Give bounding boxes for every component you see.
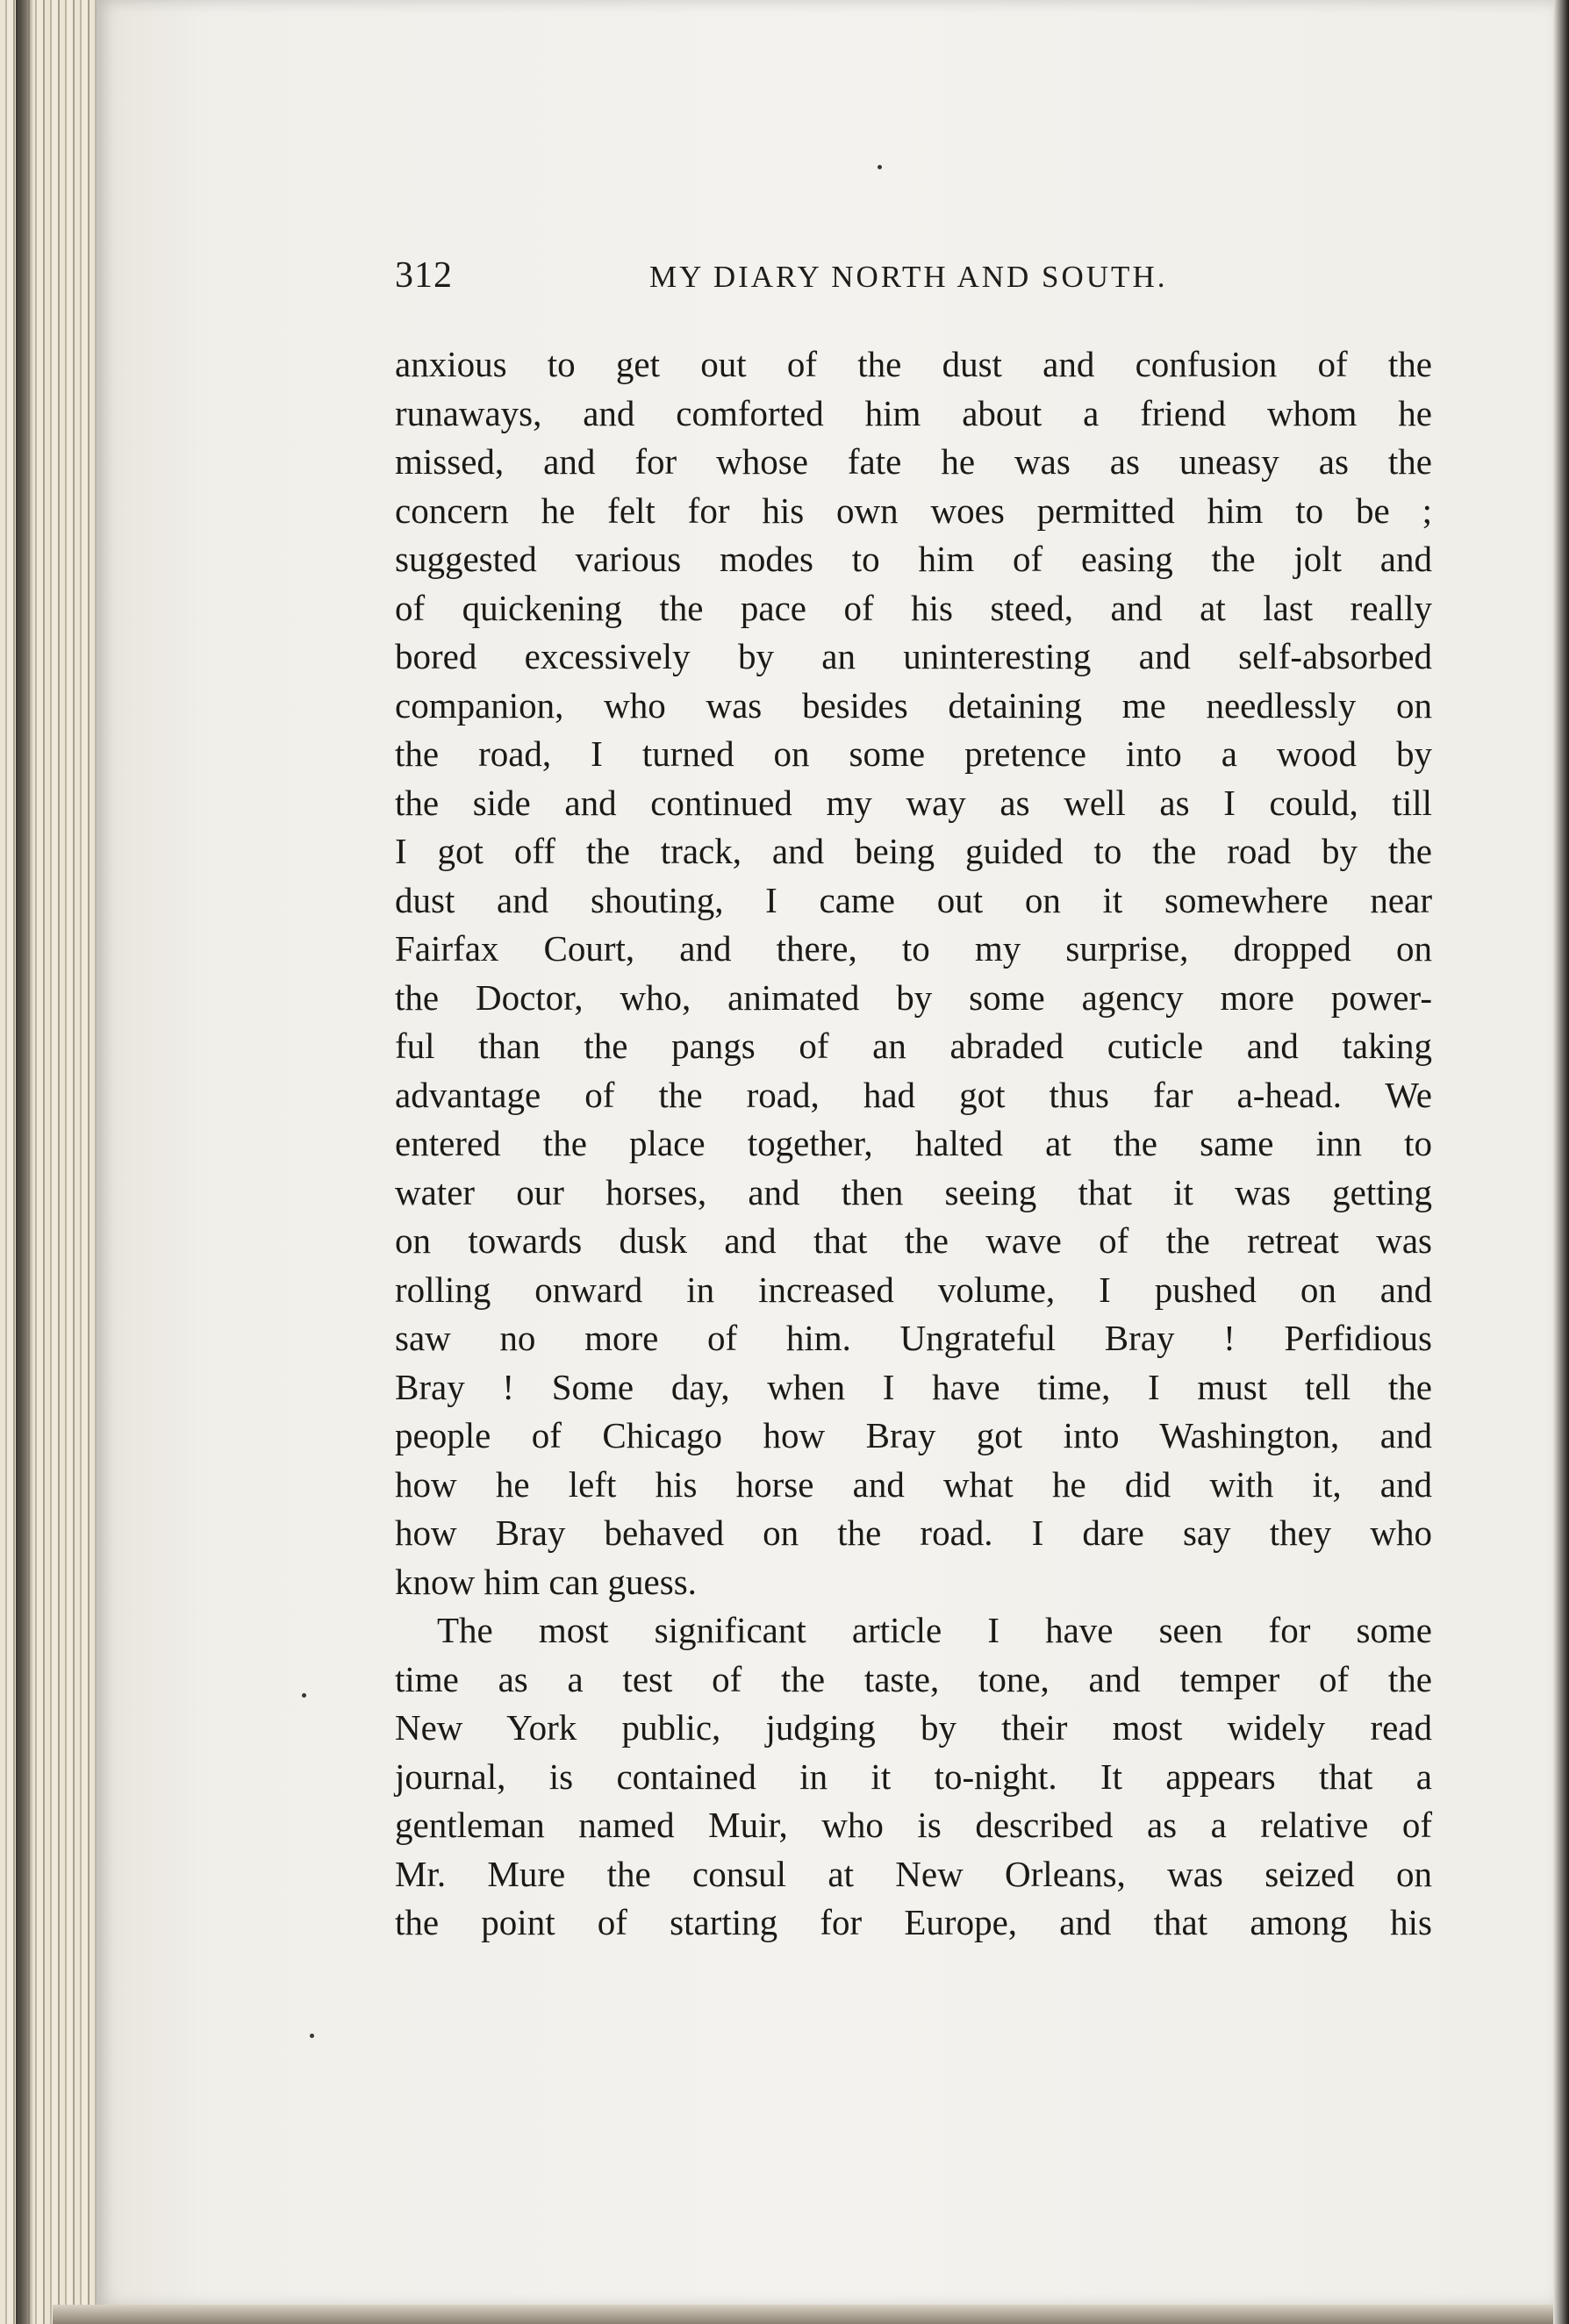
text-line: gentleman named Muir, who is described as a relative of xyxy=(395,1805,1432,1845)
text-line: know him can guess. xyxy=(395,1561,697,1602)
text-line: of quickening the pace of his steed, and at last really xyxy=(395,587,1432,628)
text-line: journal, is contained in it to-night. It appears that a xyxy=(395,1756,1432,1797)
text-line: Bray ! Some day, when I have time, I must tell the xyxy=(395,1366,1432,1407)
text-line: bored excessively by an uninteresting and self-absorbed xyxy=(395,636,1432,676)
speck xyxy=(310,2034,314,2038)
page-right-edge xyxy=(1553,0,1569,2324)
text-line: advantage of the road, had got thus far a-head. We xyxy=(395,1074,1432,1115)
text-line: The most significant article I have seen for some xyxy=(437,1610,1432,1650)
running-head: MY DIARY NORTH AND SOUTH. xyxy=(649,260,1168,294)
text-line: Fairfax Court, and there, to my surprise, dropped on xyxy=(395,928,1432,969)
text-line: saw no more of him. Ungrateful Bray ! Perfidious xyxy=(395,1318,1432,1358)
text-line: the side and continued my way as well as I could, till xyxy=(395,782,1432,823)
text-line: water our horses, and then seeing that it was getting xyxy=(395,1171,1432,1212)
body-text xyxy=(395,340,1432,1948)
text-line: missed, and for whose fate he was as uneasy as the xyxy=(395,441,1432,482)
text-line: anxious to get out of the dust and confusion of the xyxy=(395,344,1432,384)
text-line: I got off the track, and being guided to the road by the xyxy=(395,831,1432,871)
text-line: how Bray behaved on the road. I dare say they who xyxy=(395,1512,1432,1553)
binding-shadow xyxy=(16,0,33,2324)
speck xyxy=(302,1693,306,1698)
text-line: companion, who was besides detaining me needlessly on xyxy=(395,684,1432,726)
text-line: people of Chicago how Bray got into Washington, and xyxy=(395,1415,1432,1455)
page-header xyxy=(395,254,1430,307)
text-line: how he left his horse and what he did with it, and xyxy=(395,1463,1432,1505)
text-line: the road, I turned on some pretence into a wood by xyxy=(395,733,1432,774)
text-line: time as a test of the taste, tone, and temper of the xyxy=(395,1658,1432,1699)
paragraph-1 xyxy=(395,340,1432,1606)
text-line: the Doctor, who, animated by some agency more power- xyxy=(395,976,1432,1018)
text-line: ful than the pangs of an abraded cuticle and taking xyxy=(395,1026,1432,1066)
text-line: runaways, and comforted him about a friend whom he xyxy=(395,392,1432,433)
text-line: Mr. Mure the consul at New Orleans, was seized on xyxy=(395,1853,1432,1894)
text-line: suggested various modes to him of easing the jolt and xyxy=(395,539,1432,579)
text-line: entered the place together, halted at the same inn to xyxy=(395,1123,1432,1163)
page-bottom-edge xyxy=(53,2305,1569,2324)
speck xyxy=(878,165,882,169)
text-line: dust and shouting, I came out on it somewhere near xyxy=(395,879,1432,920)
text-line: on towards dusk and that the wave of the retreat was xyxy=(395,1220,1432,1261)
text-line: concern he felt for his own woes permitted him to be ; xyxy=(395,490,1432,531)
text-line: the point of starting for Europe, and that among his xyxy=(395,1902,1432,1942)
paragraph-2 xyxy=(395,1606,1432,1948)
text-line: New York public, judging by their most widely read xyxy=(395,1707,1432,1748)
page-number: 312 xyxy=(395,255,453,296)
text-line: rolling onward in increased volume, I pushed on and xyxy=(395,1269,1432,1310)
